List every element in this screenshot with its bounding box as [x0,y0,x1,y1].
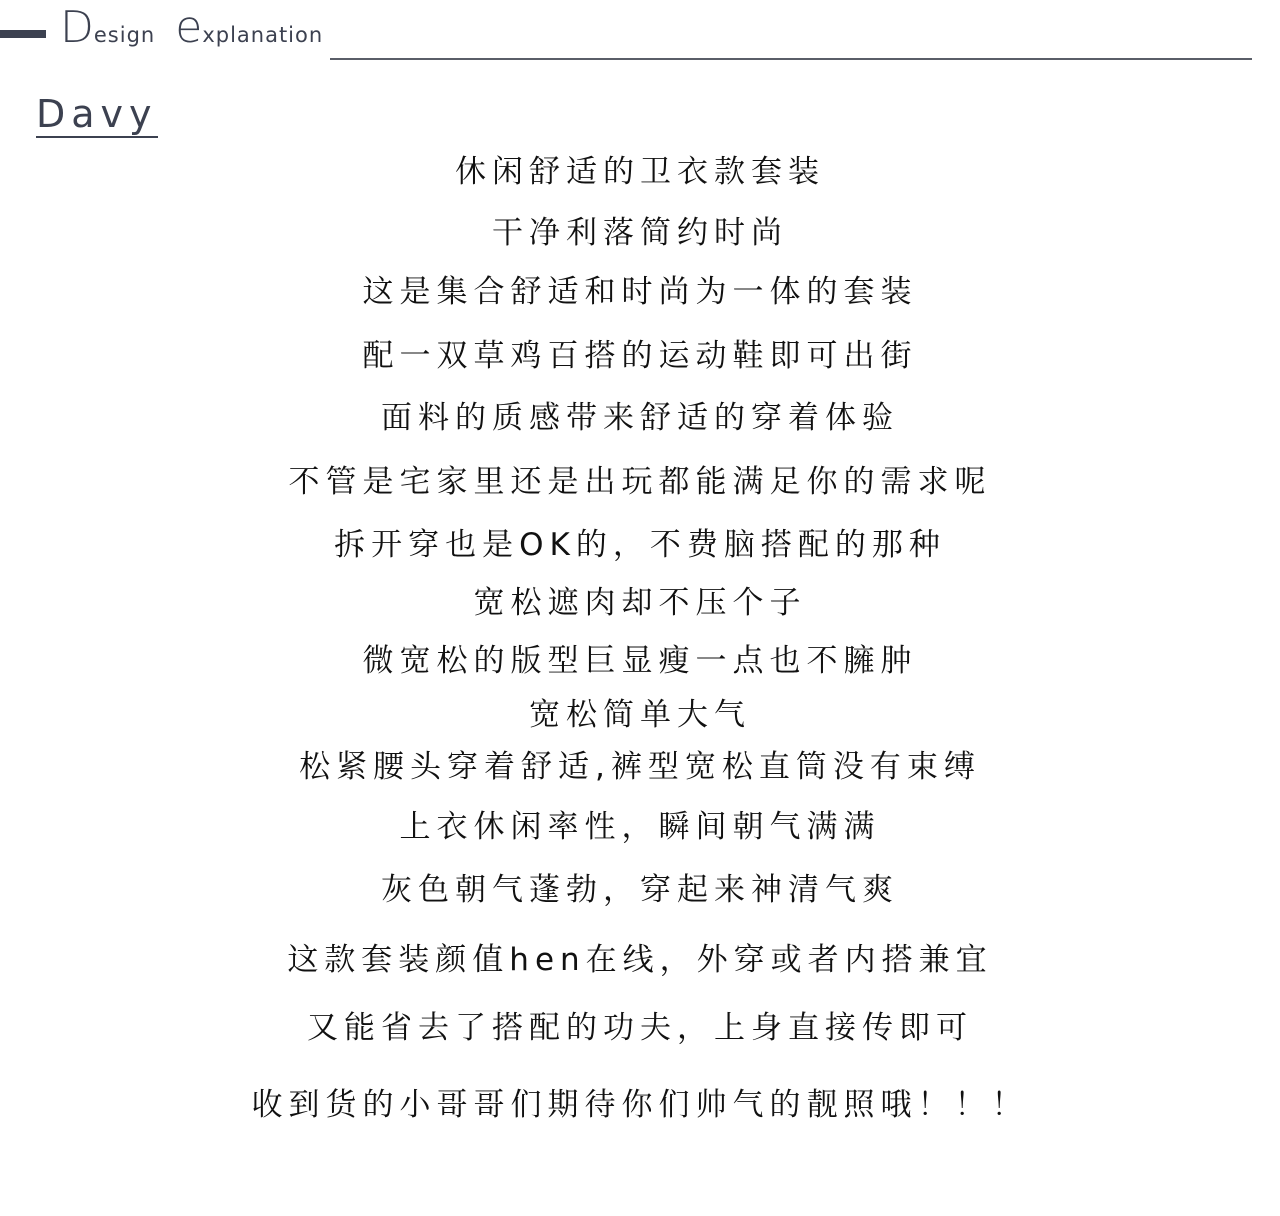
description-line-11: 松紧腰头穿着舒适,裤型宽松直筒没有束缚 [299,749,981,785]
header-divider [330,58,1252,60]
description-line-2: 干净利落简约时尚 [492,215,788,251]
section-title [60,2,324,53]
description-line-5: 面料的质感带来舒适的穿着体验 [381,400,899,436]
header-accent-bar [0,30,46,38]
description-line-7: 拆开穿也是OK的，不费脑搭配的那种 [334,527,946,563]
description-line-13: 灰色朝气蓬勃，穿起来神清气爽 [381,872,899,908]
description-line-6: 不管是宅家里还是出玩都能满足你的需求呢 [288,464,992,500]
description-line-12: 上衣休闲率性，瞬间朝气满满 [399,809,881,845]
description-line-10: 宽松简单大气 [529,697,751,733]
description-line-3: 这是集合舒适和时尚为一体的套装 [362,274,918,310]
description-line-8: 宽松遮肉却不压个子 [473,585,807,621]
description-line-1: 休闲舒适的卫衣款套装 [455,154,825,190]
description-line-15: 又能省去了搭配的功夫，上身直接传即可 [307,1010,973,1046]
description-line-16: 收到货的小哥哥们期待你们帅气的靓照哦！！！ [251,1087,1029,1123]
title-word-design: Design [60,2,156,53]
description-line-9: 微宽松的版型巨显瘦一点也不臃肿 [362,643,918,679]
title-word-explanation: explanation [175,2,324,53]
author-name: Davy [36,92,158,136]
description-line-14: 这款套装颜值hen在线，外穿或者内搭兼宜 [287,942,993,978]
description-line-4: 配一双草鸡百搭的运动鞋即可出街 [362,338,918,374]
